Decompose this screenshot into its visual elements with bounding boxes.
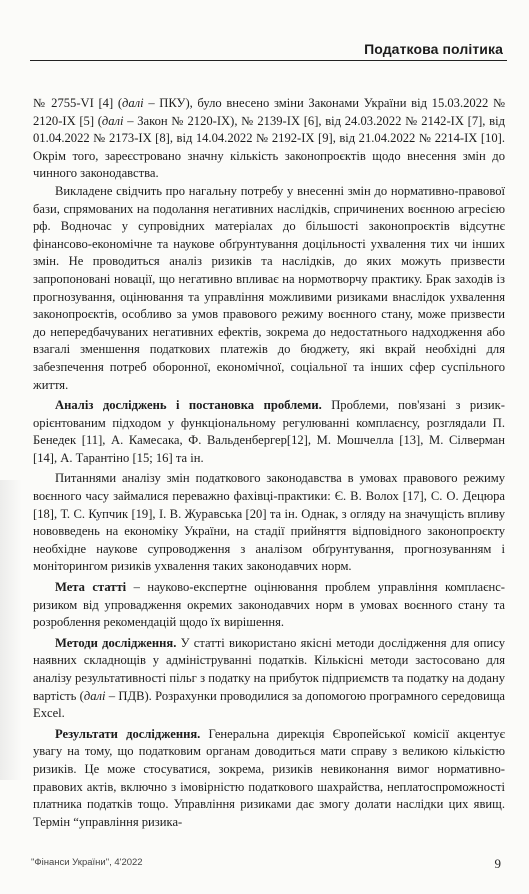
paragraph-4: Питаннями аналізу змін податкового законодавства в умовах правового режиму воєнного часу займалися переважно фахівці-практики: Є. В. Волох [17], С. О. Децюра [18], Т. С. Купчик [19], І. В. Журавська [20] та ін. Однак, з огляду на значущість впливу нововведень на економіку України, на стадії прийняття відповідного законопроєкту необхідне наукове супроводження з аналізом обґрунтування, прогнозуванням і моніторингом ризиків ухвалення таких законодавчих норм.: [33, 471, 505, 574]
footer-journal-name: "Фінанси України", 4'2022: [31, 857, 143, 868]
article-body: [33, 95, 505, 831]
running-header-title: Податкова політика: [364, 41, 503, 57]
paragraph-2: Викладене свідчить про нагальну потребу у внесенні змін до нормативно-правової бази, спрямованих на подолання негативних наслідків, спричинених воєнною агресією рф. Водночас у супровідних матеріалах до більшості законопроєктів відсутнє фінансово-економічне та наукове обґрунтування доцільності ухвалення тих чи інших змін. Не проводиться аналіз ризиків та наслідків, до яких можуть призвести запропоновані новації, що негативно впливає на нормотворчу практику. Брак заходів із прогнозування, оцінювання та управління можливими ризиками внаслідок ухвалення законопроєктів, особливо за умов правового режиму воєнного стану, може призвести до непередбачуваних негативних ефектів, зокрема до недостатнього надходження або взагалі зменшення податкових платежів до бюджету, які вкрай необхідні для забезпечення потреб оборонної, економічної, соціальної та інших сфер суспільного життя.: [33, 183, 505, 392]
section-lead-results: Результати дослідження.: [55, 726, 201, 741]
paragraph-3: Аналіз досліджень і постановка проблеми. Проблеми, пов'язані з ризик-орієнтованим підходом у функціональному регулюванні комплаєнсу, розглядали П. Бенедек [11], А. Камесака, Ф. Вальденбергер[12], М. Мошчелла [13], М. Сілверман [14], А. Тарантіно [15; 16] та ін.: [33, 398, 505, 465]
section-lead-aim: Мета статті: [55, 580, 127, 595]
section-lead-analysis: Аналіз досліджень і постановка проблеми.: [55, 398, 322, 413]
paragraph-5: Мета статті – науково-експертне оцінювання проблем управління комплаєнс-ризиком від упровадження окремих законодавчих норм в умовах воєнного стану та розроблення рекомендацій щодо їх вирішення.: [33, 580, 506, 630]
paragraph-6: Методи дослідження. У статті використано якісні методи дослідження для опису наявних складнощів у адмініструванні податків. Кількісні методи застосовано для аналізу результативності пільг з податку на прибуток підприємств та податку на додану вартість (далі – ПДВ). Розрахунки проводилися за допомогою програмного середовища Excel.: [33, 635, 505, 721]
header-rule: [30, 60, 507, 61]
scan-shadow: [0, 480, 22, 780]
page-number: 9: [494, 856, 501, 871]
paragraph-1: № 2755-VI [4] (далі – ПКУ), було внесено зміни Законами України від 15.03.2022 № 2120-IX [5] (далі – Закон № 2120-IX), № 2139-IX [6], від 24.03.2022 № 2142-IX [7], від 01.04.2022 № 2173-IX [8], від 14.04.2022 № 2192-IX [9], від 21.04.2022 № 2214-IX [10]. Окрім того, зареєстровано значну кількість законопроєктів щодо внесення змін до чинного законодавства.: [33, 96, 505, 181]
section-lead-methods: Методи дослідження.: [55, 635, 177, 650]
paragraph-7: Результати дослідження. Генеральна дирекція Європейської комісії акцентує увагу на тому, що податковим органам доводиться мати справу з великою кількістю ризиків. Це може стосуватися, зокрема, ризиків невиконання вимог нормативно-правових актів, включно з імовірністю податкового шахрайства, неплатоспроможності платника податків тощо. Управління ризиками дає змогу долати наслідки цих явищ. Термін “управління ризика-: [33, 726, 505, 829]
